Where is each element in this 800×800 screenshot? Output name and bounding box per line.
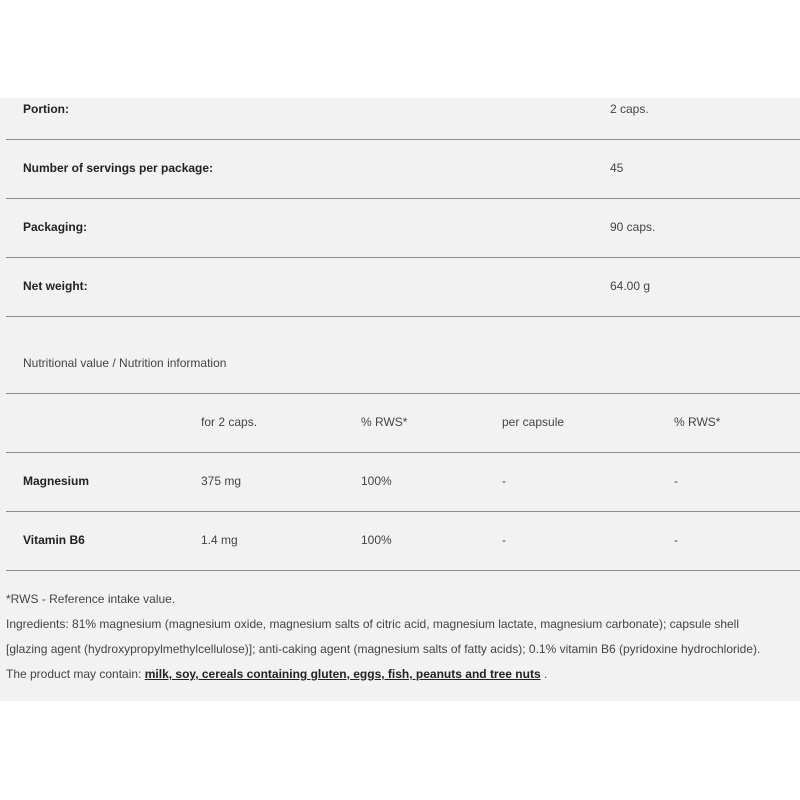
nutrient-per-capsule: - xyxy=(502,533,506,547)
info-row-servings xyxy=(6,139,800,199)
divider xyxy=(6,570,800,571)
header-per-portion: for 2 caps. xyxy=(201,415,258,429)
info-label: Portion: xyxy=(23,102,69,116)
nutrient-rws-capsule: - xyxy=(674,533,678,547)
may-contain xyxy=(6,662,796,687)
nutrition-header-row xyxy=(0,415,800,431)
info-value: 64.00 g xyxy=(610,279,651,293)
info-value: 2 caps. xyxy=(610,102,649,116)
header-rws-capsule: % RWS* xyxy=(674,415,721,429)
nutrient-per-capsule: - xyxy=(502,474,506,488)
nutrient-per-portion: 1.4 mg xyxy=(201,533,238,547)
info-label: Number of servings per package: xyxy=(23,161,214,175)
nutrient-rws-portion: 100% xyxy=(361,533,392,547)
footer-notes xyxy=(6,587,796,687)
ingredients-line: [glazing agent (hydroxypropylmethylcellulose)]; anti-caking agent (magnesium salts of fatty acids); 0.1% vitamin B6 (pyridoxine hydrochloride). xyxy=(6,642,761,656)
nutrition-title: Nutritional value / Nutrition information xyxy=(23,356,227,370)
nutrient-rws-portion: 100% xyxy=(361,474,392,488)
header-per-capsule: per capsule xyxy=(502,415,565,429)
divider xyxy=(6,393,800,394)
info-row-net-weight xyxy=(6,257,800,317)
divider xyxy=(6,511,800,512)
rws-note: *RWS - Reference intake value. xyxy=(6,592,176,606)
nutrient-per-portion: 375 mg xyxy=(201,474,242,488)
nutrient-name: Magnesium xyxy=(23,474,90,488)
may-contain-suffix: . xyxy=(540,667,548,681)
nutrient-rws-capsule: - xyxy=(674,474,678,488)
info-label: Packaging: xyxy=(23,220,88,234)
nutrition-row-vitamin-b6 xyxy=(0,533,800,549)
info-row-portion xyxy=(6,98,800,140)
may-contain-prefix: The product may contain: xyxy=(6,667,145,681)
info-label: Net weight: xyxy=(23,279,88,293)
info-value: 45 xyxy=(610,161,624,175)
header-rws-portion: % RWS* xyxy=(361,415,408,429)
allergen-list: milk, soy, cereals containing gluten, eggs, fish, peanuts and tree nuts xyxy=(144,667,541,681)
nutrient-name: Vitamin B6 xyxy=(23,533,85,547)
info-value: 90 caps. xyxy=(610,220,656,234)
divider xyxy=(6,452,800,453)
ingredients-line: Ingredients: 81% magnesium (magnesium oxide, magnesium salts of citric acid, magnesium lactate, magnesium carbonate); capsule shell xyxy=(6,617,740,631)
info-row-packaging xyxy=(6,198,800,258)
nutrition-row-magnesium xyxy=(0,474,800,490)
